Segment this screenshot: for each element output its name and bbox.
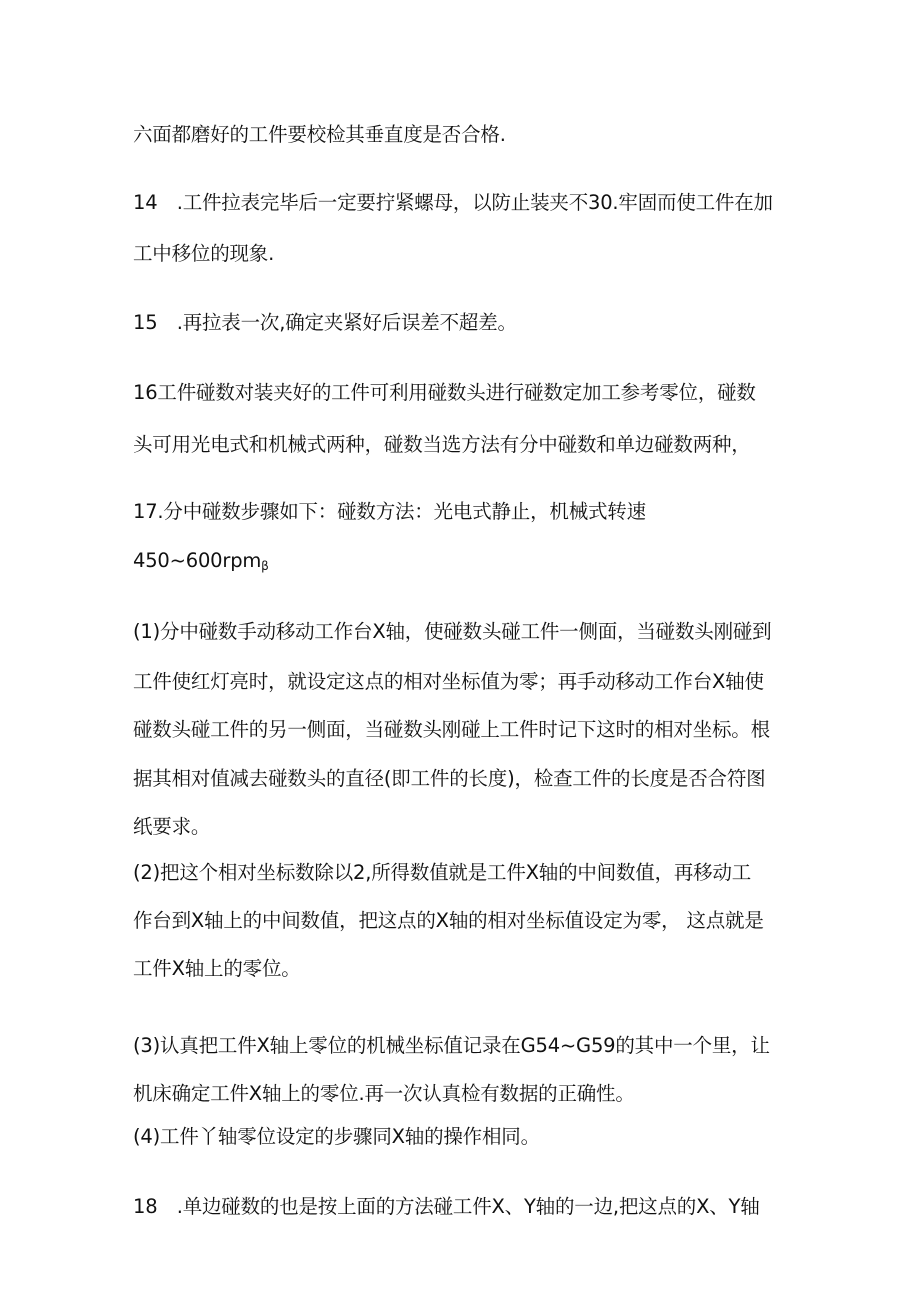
paragraph-line bbox=[133, 547, 813, 580]
paragraph-line: 六面都磨好的工件要校检其垂直度是否合格. bbox=[133, 123, 506, 146]
paragraph-line: 据其相对值减去碰数头的直径(即工件的长度)，检查工件的长度是否合符图 bbox=[133, 767, 766, 790]
paragraph-line: 机床确定工件X轴上的零位.再一次认真检有数据的正确性。 bbox=[133, 1082, 635, 1105]
paragraph-line: (1)分中碰数手动移动工作台X轴，使碰数头碰工件一侧面，当碰数头刚碰到 bbox=[133, 620, 772, 643]
paragraph-line: 工中移位的现象. bbox=[133, 242, 275, 265]
paragraph-line: 14 .工件拉表完毕后一定要拧紧螺母，以防止装夹不30.牢固而使工件在加 bbox=[133, 191, 773, 214]
paragraph-line: 15 .再拉表一次,确定夹紧好后误差不超差。 bbox=[133, 311, 517, 334]
paragraph-line: (2)把这个相对坐标数除以2,所得数值就是工件X轴的中间数值，再移动工 bbox=[133, 861, 752, 884]
paragraph-line: 18 .单边碰数的也是按上面的方法碰工件X、Y轴的一边,把这点的X、Y轴 bbox=[133, 1195, 760, 1218]
speed-value: 450~600rpm bbox=[133, 549, 262, 572]
paragraph-line: 工件X轴上的零位。 bbox=[133, 957, 301, 980]
paragraph-line: 作台到X轴上的中间数值，把这点的X轴的相对坐标值设定为零， 这点就是 bbox=[133, 909, 764, 932]
paragraph-line: (4)工件丫轴零位设定的步骤同X轴的操作相同。 bbox=[133, 1125, 540, 1148]
paragraph-line: 头可用光电式和机械式两种，碰数当选方法有分中碰数和单边碰数两种， bbox=[133, 433, 751, 456]
paragraph-line: (3)认真把工件X轴上零位的机械坐标值记录在G54~G59的其中一个里，让 bbox=[133, 1034, 770, 1057]
paragraph-line: 工件使红灯亮时，就设定这点的相对坐标值为零；再手动移动工作台X轴使 bbox=[133, 670, 764, 693]
paragraph-line: 16工件碰数对装夹好的工件可利用碰数头进行碰数定加工参考零位，碰数 bbox=[133, 381, 756, 404]
paragraph-line: 17.分中碰数步骤如下：碰数方法：光电式静止，机械式转速 bbox=[133, 500, 646, 523]
subscript-mark: β bbox=[261, 559, 269, 573]
paragraph-line: 纸要求。 bbox=[133, 815, 211, 838]
paragraph-line: 碰数头碰工件的另一侧面，当碰数头刚碰上工件时记下这时的相对坐标。根 bbox=[133, 718, 770, 741]
